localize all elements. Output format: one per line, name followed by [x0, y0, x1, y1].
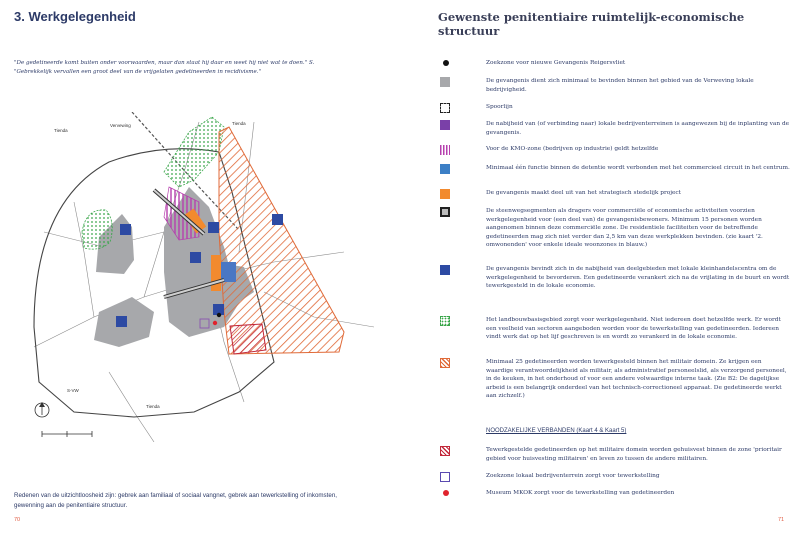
map-label-3: Tienda	[232, 121, 246, 126]
quote-text: "De gedetineerde komt buiten onder voorwaarden, maar dan staat hij daar en weet hij niet wat te doen." S. "Gebrekkelijk vervallen een groot deel van de vrijgelaten gedetineerden in recidivisme."	[14, 60, 315, 75]
dashed-square-icon	[440, 103, 450, 113]
prison-search-zone-marker	[217, 313, 221, 317]
section-heading: 3. Werkgelegenheid	[14, 9, 136, 24]
bottom-paragraph: Redenen van de uitzichtloosheid zijn: gebrek aan familiaal of sociaal vangnet, gebrek aan tewerkstelling of inkomsten, gewenning aan de penitentiaire structuur.	[14, 492, 337, 509]
purple-square-icon	[440, 120, 450, 130]
agricultural-zone-north	[164, 117, 224, 187]
dark-blue-square-icon	[440, 265, 450, 275]
red-dot-icon	[443, 490, 449, 496]
map-label-4: S-VW	[67, 388, 79, 393]
strategic-project-south	[211, 255, 221, 291]
north-arrow-icon	[35, 402, 49, 417]
page-number-right: 71	[778, 517, 785, 523]
military-domain	[219, 127, 344, 354]
map-label-2: Vervewing	[110, 123, 131, 128]
section-title-verbanden: NOODZAKELIJKE VERBANDEN (Kaart 4 & Kaart 5)	[486, 428, 627, 434]
page-number-left: 70	[14, 517, 21, 523]
red-hatch-icon	[440, 446, 450, 456]
map-label-1: Tienda	[54, 128, 68, 133]
military-housing-zone	[230, 324, 266, 354]
black-dot-icon	[443, 60, 449, 66]
pink-hatch-icon	[440, 145, 450, 155]
museum-marker	[213, 321, 217, 325]
agricultural-zone-west	[82, 210, 112, 249]
scale-bar	[42, 431, 92, 437]
map	[14, 112, 384, 442]
legend: Zoekzone voor nieuwe Gevangenis Reigersvliet De gevangenis dient zich minimaal te bevinden binnen het gebied van de Verweving lokale bedrijvigheid. Spoorlijn De nabijheid van (of verbinding naar) lokale bedrijventerreinen is aangewezen bij de inplanting van de gevangenis. Voor de KMO-zone (bedrijven op industrie) geldt hetzelfde Minimaal één functie binnen de detentie wordt verbonden met het commercieel circuit in het centrum. De gevangenis maakt deel uit van het strategisch stedelijk project De steenwegsegmenten als dragers voor commerciële of economische activiteiten voorzien werkgelegenheid voor (een deel van) de gevangenisbewoners. Minimum 15 personen worden aangenomen binnen deze commerciële zone. De residentiele faciliteiten voor de betreffende gedetineerden mag zich niet verder dan 2,5 km van deze werkplekken bevinden. (zie kaart '2. omwonenden' voor enkele ideale woonzones in blauw.) De gevangenis bevindt zich in de nabijheid van deelgebieden met lokale kleinhandelscentra om de werkgelegenheid te bevorderen. Een gedetineerde verankert zich na de vrijlating in de buurt en wordt tewerkgesteld in de lokale economie. Het landbouwbasisgebied zorgt voor werkgelegenheid. Niet iedereen doet hetzelfde werk. Er wordt een veelheid van sectoren aangeboden worden voor de tewerkstelling van gedetineerden. Iedereen vindt werk dat op het lijf geschreven is en wordt zo verankerd in de lokale economie. Minimaal 25 gedetineerden worden tewerkgesteld binnen het militair domein. Ze krijgen een waardige verantwoordelijkheid als militair, als administratief personeelslid, als verzorgend personeel, in de keuken, in het onderhoud of voor een andere volwaardige interne taak. (Zie B2: De dagelijkse arbeid is een belangrijk onderdeel van het technisch-correctioneel apparaat. De gedetineerde werkt aan zichzelf.) NOODZAKELIJKE VERBANDEN (Kaart 4 & Kaart 5) Tewerkgestelde gedetineerden op het militaire domein worden gehuisvest binnen de zone 'prioritair gebied voor huisvesting militairen' en leven zo tussen de andere militairen. Zoekzone lokaal bedrijventerrein zorgt voor tewerkstelling Museum MKOK zorgt voor de tewerkstelling van gedetineerden	[440, 0, 792, 539]
orange-hatch-icon	[440, 358, 450, 368]
grey-square-icon	[440, 77, 450, 87]
map-drawing	[14, 112, 384, 442]
purple-outline-square-icon	[440, 472, 450, 482]
orange-square-icon	[440, 189, 450, 199]
map-label-5: Tienda	[146, 404, 160, 409]
right-page-title: Gewenste penitentiaire ruimtelijk-economische structuur	[438, 10, 745, 38]
blue-square-icon	[440, 164, 450, 174]
black-outlined-square-icon	[440, 207, 450, 217]
green-dotted-square-icon	[440, 316, 450, 326]
